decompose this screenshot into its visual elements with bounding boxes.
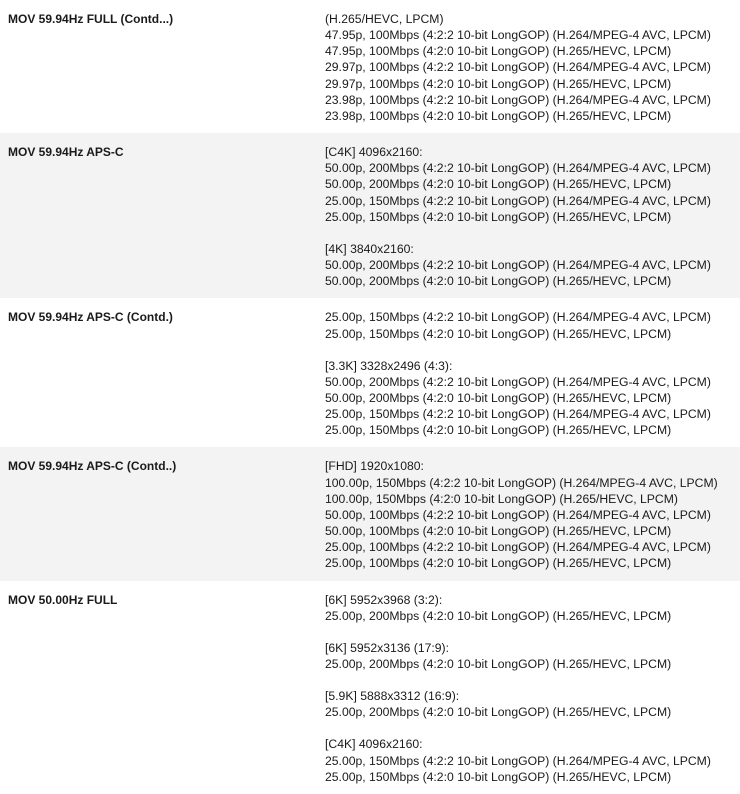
spec-line: 25.00p, 200Mbps (4:2:0 10-bit LongGOP) (H.265/HEVC, LPCM) — [325, 657, 672, 671]
spec-group — [325, 11, 740, 124]
spec-line: 50.00p, 100Mbps (4:2:2 10-bit LongGOP) (H.264/MPEG-4 AVC, LPCM) — [325, 507, 711, 522]
spec-line: 25.00p, 150Mbps (4:2:2 10-bit LongGOP) (H.264/MPEG-4 AVC, LPCM) — [325, 310, 711, 325]
spec-line: 25.00p, 200Mbps (4:2:0 10-bit LongGOP) (H.265/HEVC, LPCM) — [325, 705, 672, 720]
spec-row-label: MOV 59.94Hz APS-C — [8, 145, 124, 160]
spec-row-label: MOV 59.94Hz APS-C (Contd..) — [8, 459, 177, 474]
spec-group — [325, 592, 740, 624]
spec-row — [0, 0, 740, 133]
spec-line: [4K] 3840x2160: — [325, 241, 414, 256]
spec-row-value — [325, 11, 740, 124]
spec-group — [325, 736, 740, 784]
spec-line: 100.00p, 150Mbps (4:2:2 10-bit LongGOP) (H.264/MPEG-4 AVC, LPCM) — [325, 475, 718, 490]
spec-line: 50.00p, 200Mbps (4:2:0 10-bit LongGOP) (H.265/HEVC, LPCM) — [325, 274, 672, 289]
spec-line: [6K] 5952x3968 (3:2): — [325, 592, 443, 607]
spec-line: 29.97p, 100Mbps (4:2:0 10-bit LongGOP) (H.265/HEVC, LPCM) — [325, 76, 672, 91]
spec-line: 25.00p, 200Mbps (4:2:0 10-bit LongGOP) (H.265/HEVC, LPCM) — [325, 608, 672, 623]
spec-line: 25.00p, 150Mbps (4:2:0 10-bit LongGOP) (H.265/HEVC, LPCM) — [325, 326, 672, 341]
spec-group — [325, 640, 740, 672]
spec-group — [325, 358, 740, 439]
spec-line: 25.00p, 150Mbps (4:2:2 10-bit LongGOP) (H.264/MPEG-4 AVC, LPCM) — [325, 407, 711, 422]
spec-line: [C4K] 4096x2160: — [325, 737, 423, 752]
spec-line: 25.00p, 150Mbps (4:2:2 10-bit LongGOP) (H.264/MPEG-4 AVC, LPCM) — [325, 753, 711, 768]
spec-row-value — [325, 309, 740, 438]
spec-row-label: MOV 50.00Hz FULL — [8, 592, 118, 607]
spec-group — [325, 309, 740, 341]
spec-line: [C4K] 4096x2160: — [325, 145, 423, 160]
spec-row-label: MOV 59.94Hz APS-C (Contd.) — [8, 310, 173, 325]
spec-row-value — [325, 592, 740, 785]
spec-group — [325, 688, 740, 720]
spec-row — [0, 133, 740, 298]
spec-row — [0, 298, 740, 447]
spec-line: 47.95p, 100Mbps (4:2:0 10-bit LongGOP) (H.265/HEVC, LPCM) — [325, 44, 672, 59]
spec-line: 50.00p, 200Mbps (4:2:0 10-bit LongGOP) (H.265/HEVC, LPCM) — [325, 390, 672, 405]
spec-group — [325, 241, 740, 289]
spec-group — [325, 458, 740, 571]
spec-row-label: MOV 59.94Hz FULL (Contd...) — [8, 12, 174, 26]
spec-line: [6K] 5952x3136 (17:9): — [325, 640, 449, 655]
spec-row-value — [325, 458, 740, 571]
spec-line: 23.98p, 100Mbps (4:2:2 10-bit LongGOP) (H.264/MPEG-4 AVC, LPCM) — [325, 92, 711, 107]
spec-line: 25.00p, 150Mbps (4:2:0 10-bit LongGOP) (H.265/HEVC, LPCM) — [325, 769, 672, 784]
spec-line: 47.95p, 100Mbps (4:2:2 10-bit LongGOP) (H.264/MPEG-4 AVC, LPCM) — [325, 28, 711, 43]
spec-line: [3.3K] 3328x2496 (4:3): — [325, 358, 453, 373]
spec-line: 50.00p, 200Mbps (4:2:2 10-bit LongGOP) (H.264/MPEG-4 AVC, LPCM) — [325, 161, 711, 176]
spec-row — [0, 447, 740, 580]
spec-line: 50.00p, 200Mbps (4:2:2 10-bit LongGOP) (H.264/MPEG-4 AVC, LPCM) — [325, 258, 711, 273]
spec-line: 100.00p, 150Mbps (4:2:0 10-bit LongGOP) (H.265/HEVC, LPCM) — [325, 491, 678, 506]
spec-line: (H.265/HEVC, LPCM) — [325, 12, 444, 26]
spec-group — [325, 144, 740, 225]
spec-line: 25.00p, 100Mbps (4:2:0 10-bit LongGOP) (H.265/HEVC, LPCM) — [325, 556, 672, 571]
spec-line: 23.98p, 100Mbps (4:2:0 10-bit LongGOP) (H.265/HEVC, LPCM) — [325, 108, 672, 123]
spec-line: 50.00p, 100Mbps (4:2:0 10-bit LongGOP) (H.265/HEVC, LPCM) — [325, 524, 672, 539]
spec-line: [5.9K] 5888x3312 (16:9): — [325, 689, 460, 704]
spec-line: 25.00p, 100Mbps (4:2:2 10-bit LongGOP) (H.264/MPEG-4 AVC, LPCM) — [325, 540, 711, 555]
spec-line: 50.00p, 200Mbps (4:2:0 10-bit LongGOP) (H.265/HEVC, LPCM) — [325, 177, 672, 192]
spec-line: 25.00p, 150Mbps (4:2:2 10-bit LongGOP) (H.264/MPEG-4 AVC, LPCM) — [325, 193, 711, 208]
spec-line: 29.97p, 100Mbps (4:2:2 10-bit LongGOP) (H.264/MPEG-4 AVC, LPCM) — [325, 60, 711, 75]
spec-line: [FHD] 1920x1080: — [325, 459, 424, 474]
spec-row-value — [325, 144, 740, 289]
spec-row — [0, 581, 740, 794]
spec-line: 25.00p, 150Mbps (4:2:0 10-bit LongGOP) (H.265/HEVC, LPCM) — [325, 423, 672, 438]
spec-line: 25.00p, 150Mbps (4:2:0 10-bit LongGOP) (H.265/HEVC, LPCM) — [325, 209, 672, 224]
spec-line: 50.00p, 200Mbps (4:2:2 10-bit LongGOP) (H.264/MPEG-4 AVC, LPCM) — [325, 374, 711, 389]
